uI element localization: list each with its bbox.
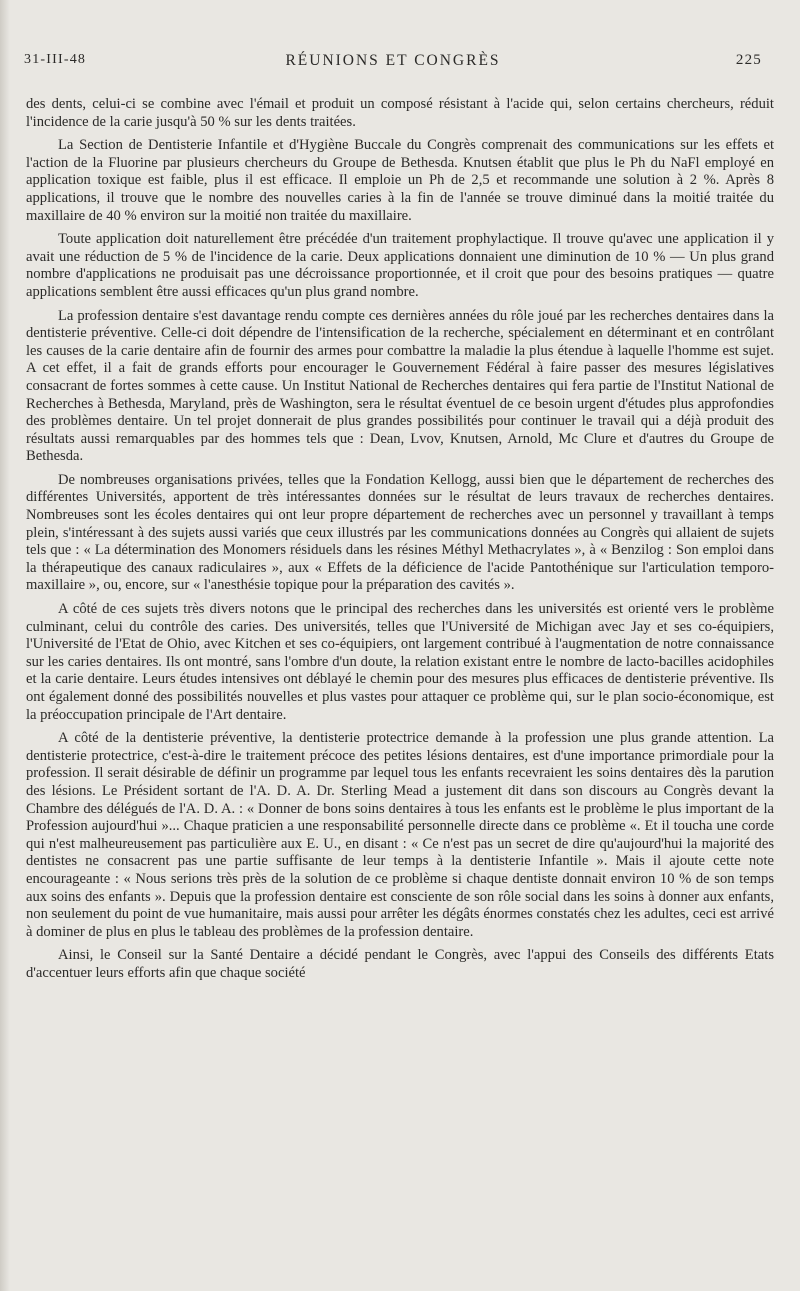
header-date: 31-III-48 bbox=[24, 52, 87, 67]
article-body bbox=[26, 96, 774, 989]
paragraph-dental-health-council: Ainsi, le Conseil sur la Santé Dentaire a décidé pendant le Congrès, avec l'appui des Conseils des différents Etats d'accentuer leurs efforts afin que chaque société bbox=[26, 947, 774, 981]
paragraph-fluorine-section: La Section de Dentisterie Infantile et d'Hygiène Buccale du Congrès comprenait des communications sur les effets et l'action de la Fluorine par plusieurs chercheurs du Groupe de Bethesda. Knutsen établit que plus le Ph du NaFl employé en application toxique est faible, plus il est efficace. Il emploie un Ph de 2,5 et recommande une solution à 2 %. Après 8 applications, il trouve que le nombre des nouvelles caries à la fin de l'année se trouve diminué dans la moitié traitée du maxillaire de 40 % environ sur la moitié non traitée du maxillaire. bbox=[26, 137, 774, 224]
binding-edge bbox=[0, 0, 10, 1291]
running-head bbox=[24, 52, 762, 76]
paragraph-research-role: La profession dentaire s'est davantage rendu compte ces dernières années du rôle joué par les recherches dentaires dans la dentisterie préventive. Celle-ci doit dépendre de l'intensification de la recherche, spécialement en déterminant et en contrôlant les causes de la carie dentaire afin de fournir des armes pour combattre la maladie la plus étendue à laquelle l'homme est sujet. A cet effet, il a fait de grands efforts pour encourager le Gouvernement Fédéral à faire passer des mesures législatives consacrant de fortes sommes à cette cause. Un Institut National de Recherches dentaires qui fera partie de l'Institut National de Recherches à Bethesda, Maryland, près de Washington, sera le résultat éventuel de ce besoin urgent d'études plus approfondies des problèmes dentaire. Un tel projet donnerait de plus grandes possibilités pour continuer le travail qui a déjà produit des résultats aussi remarquables par des hommes tels que : Dean, Lvov, Knutsen, Arnold, Mc Clure et d'autres du Groupe de Bethesda. bbox=[26, 307, 774, 465]
paragraph-protective-dentistry: A côté de la dentisterie préventive, la dentisterie protectrice demande à la profession une plus grande attention. La dentisterie protectrice, c'est-à-dire le traitement précoce des petites lésions dentaires, est d'une importance primordiale pour la profession. Il serait désirable de définir un programme par lequel tous les enfants recevraient les soins dentaires dès la parution des lésions. Le Président sortant de l'A. D. A. Dr. Sterling Mead a justement dit dans son discours au Congrès devant la Chambre des délégués de l'A. D. A. : « Donner de bons soins dentaires à tous les enfants est le problème le plus important de la Profession aujourd'hui »... Chaque praticien a une responsabilité personnelle directe dans ce problème «. Et il toucha une corde qui n'est malheureusement pas particulière aux E. U., en disant : « Ce n'est pas un secret de dire qu'aujourd'hui la majorité des dentistes ne consacrent pas une partie suffisante de leur temps à la dentisterie Infantile ». Mais il ajoute cette note encourageante : « Nous serions très près de la solution de ce problème si chaque dentiste donnait environ 10 % de son temps aux soins des enfants ». Depuis que la profession dentaire est consciente de son rôle social dans les soins à donner aux enfants, non seulement du point de vue humanitaire, mais aussi pour arrêter les dégâts énormes constatés chez les adultes, ceci est arrivé à dominer de plus en plus le tableau des problèmes de la profession dentaire. bbox=[26, 730, 774, 940]
page-number: 225 bbox=[735, 52, 762, 68]
paragraph-university-research: A côté de ces sujets très divers notons que le principal des recherches dans les universités est orienté vers le problème culminant, celui du contrôle des caries. Des universités, telles que l'Université de Michigan avec Jay et ses co-équipiers, l'Université de l'Etat de Ohio, avec Kitchen et ses co-équipiers, ont largement contribué à l'augmentation de notre connaissance sur les caries dentaires. Ils ont montré, sans l'ombre d'un doute, la relation existant entre le nombre de lacto-bacilles acidophiles et la carie dentaire. Leurs études intensives ont déblayé le chemin pour des mesures plus efficaces de dentisterie préventive. Ils ont également donné des possibilités nouvelles et plus vastes pour attaquer ce problème qui, sur le plan socio-économique, est la préoccupation principale de l'Art dentaire. bbox=[26, 601, 774, 723]
paragraph-prophylaxis: Toute application doit naturellement être précédée d'un traitement prophylactique. Il trouve qu'avec une application il y avait une réduction de 5 % de l'incidence de la carie. Deux applications donnaient une diminution de 10 % — Un plus grand nombre d'applications ne produisait pas une décroissance proportionnée, et il croit que pour des besoins pratiques — quatre applications semblent être aussi efficaces qu'un plus grand nombre. bbox=[26, 231, 774, 300]
paragraph-private-organizations: De nombreuses organisations privées, telles que la Fondation Kellogg, aussi bien que le département de recherches des différentes Universités, apportent de très intéressantes données sur le résultat de leurs travaux de recherches dentaires. Nombreuses sont les écoles dentaires qui ont leur propre département de recherches avec un personnel y travaillant à temps plein, s'intéressant à des sujets aussi variés que ceux illustrés par les communications données au Congrès qui allaient de sujets tels que : « La détermination des Monomers résiduels dans les résines Méthyl Methacrylates », à « Benzilog : Son emploi dans la thérapeutique des canaux radiculaires », aux « Effets de la déficience de l'acide Pantothénique sur l'articulation temporo-maxillaire », ou, encore, sur « l'anesthésie topique pour la préparation des cavités ». bbox=[26, 471, 774, 594]
header-title: RÉUNIONS ET CONGRÈS bbox=[285, 52, 501, 69]
paragraph-continued: des dents, celui-ci se combine avec l'émail et produit un composé résistant à l'acide qui, selon certains chercheurs, réduit l'incidence de la carie jusqu'à 50 % sur les dents traitées. bbox=[26, 96, 774, 130]
